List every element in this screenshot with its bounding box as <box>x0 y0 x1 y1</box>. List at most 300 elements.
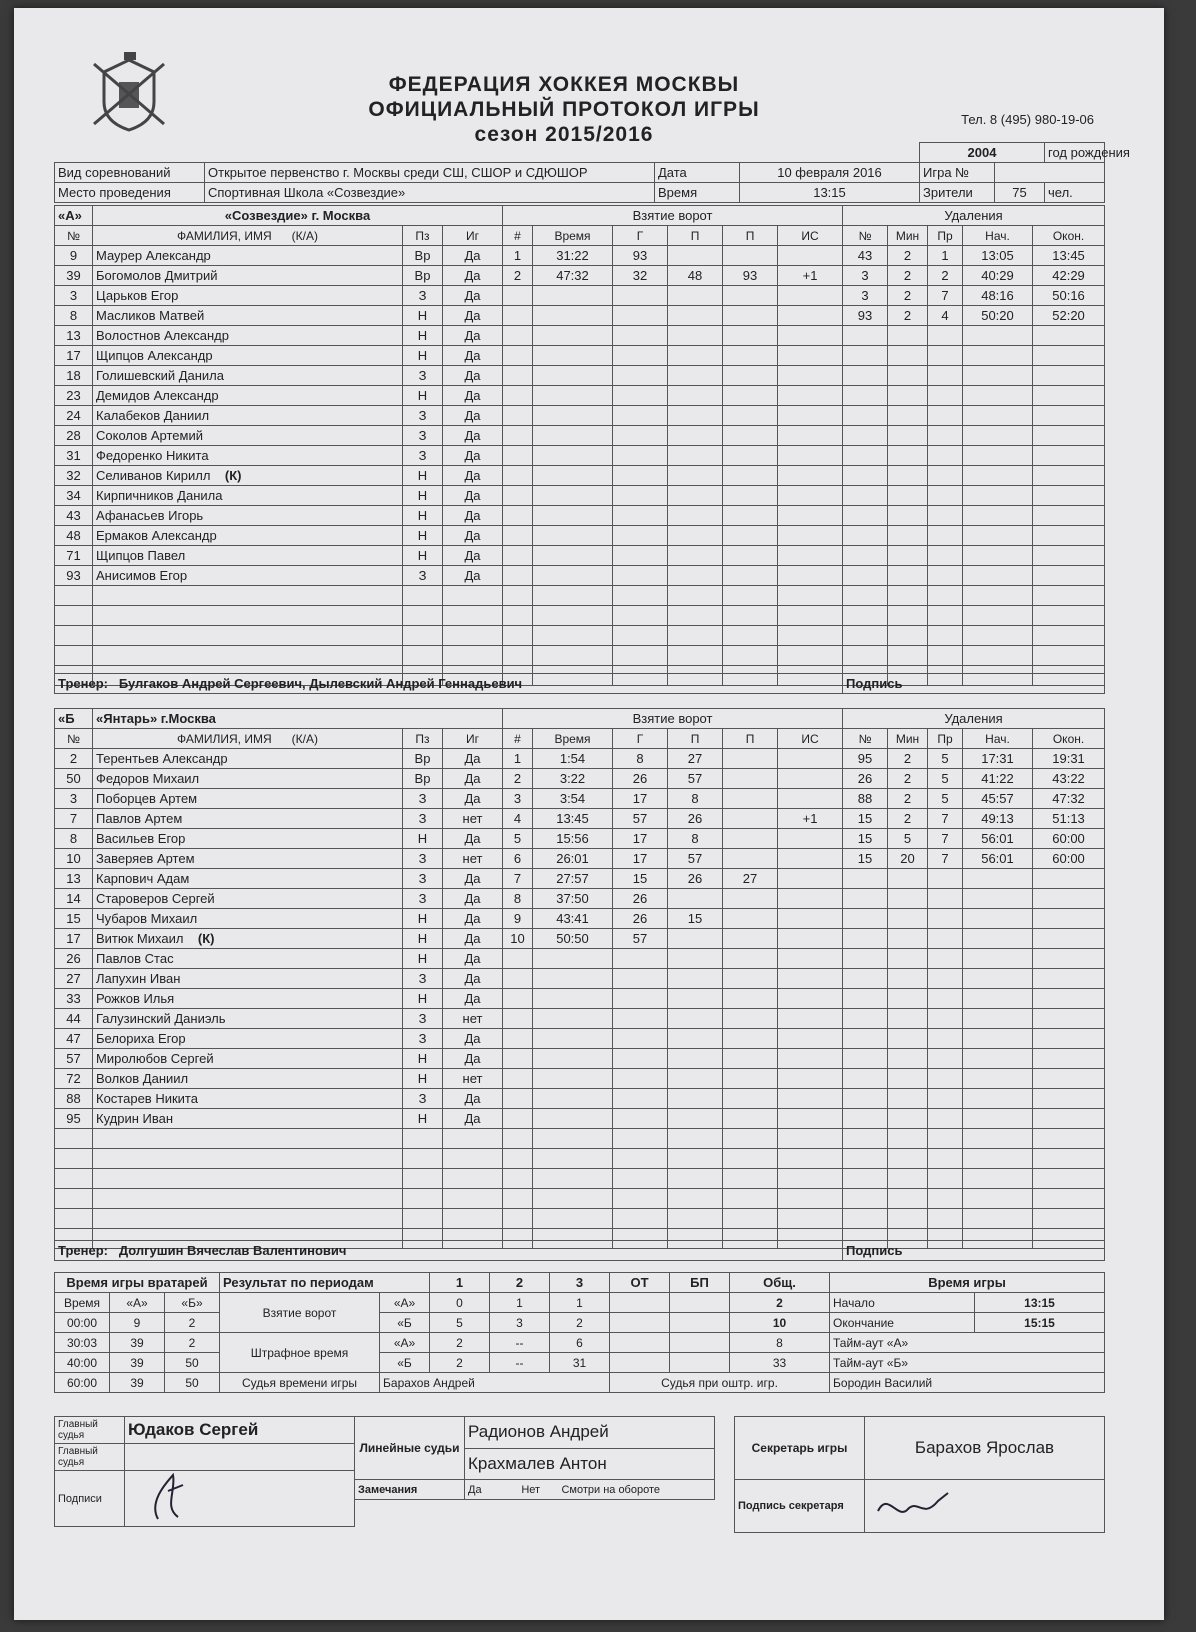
player-position: Н <box>403 346 443 366</box>
table-row <box>843 546 1105 566</box>
empty-cell <box>843 346 888 366</box>
table-row <box>55 326 503 346</box>
captain-mark: (К) <box>197 931 215 946</box>
empty-cell <box>93 1149 403 1169</box>
table-row <box>843 306 1105 326</box>
main-referee-table <box>54 1416 355 1527</box>
table-row <box>503 789 843 809</box>
table-row <box>503 626 843 646</box>
empty-cell <box>668 949 723 969</box>
penalty-no: 88 <box>843 789 888 809</box>
empty-cell <box>928 606 963 626</box>
goal-p1: 27 <box>668 749 723 769</box>
goal-col: П <box>723 226 778 246</box>
game-info-table <box>54 142 1130 203</box>
period-cell: -- <box>490 1333 550 1353</box>
penalty-judge-label: Судья при оштр. игр. <box>610 1373 830 1393</box>
empty-cell <box>93 1189 403 1209</box>
period-cell <box>610 1353 670 1373</box>
empty-cell <box>668 1089 723 1109</box>
main-ref-label: Главный судья <box>55 1444 125 1471</box>
empty-cell <box>778 366 843 386</box>
empty-cell <box>1033 1189 1105 1209</box>
pen-col: № <box>843 226 888 246</box>
empty-cell <box>928 386 963 406</box>
player-position: З <box>403 426 443 446</box>
empty-cell <box>503 989 533 1009</box>
empty-cell <box>843 949 888 969</box>
table-row <box>843 606 1105 626</box>
table-row <box>55 829 503 849</box>
table-row <box>55 386 503 406</box>
player-name: Костарев Никита <box>96 1091 198 1106</box>
empty-cell <box>778 586 843 606</box>
table-row <box>503 969 843 989</box>
secretary-label: Секретарь игры <box>735 1417 865 1480</box>
goal-p2: 93 <box>723 266 778 286</box>
empty-cell <box>888 326 928 346</box>
empty-cell <box>1033 626 1105 646</box>
table-row <box>55 1089 503 1109</box>
penalty-judge-name: Бородин Василий <box>830 1373 1105 1393</box>
empty-cell <box>723 626 778 646</box>
referee-signature <box>125 1471 355 1527</box>
notes-options <box>465 1480 715 1500</box>
goal-n: 2 <box>503 769 533 789</box>
table-row <box>843 1189 1105 1209</box>
team-a-goals <box>502 205 843 686</box>
player-name-cell <box>93 829 403 849</box>
table-row <box>843 246 1105 266</box>
empty-cell <box>55 626 93 646</box>
player-position: З <box>403 566 443 586</box>
empty-cell <box>843 1189 888 1209</box>
empty-cell <box>723 1069 778 1089</box>
empty-cell <box>533 306 613 326</box>
table-row <box>843 849 1105 869</box>
player-number: 26 <box>55 949 93 969</box>
table-row <box>843 366 1105 386</box>
empty-cell <box>1033 969 1105 989</box>
goals-title: Взятие ворот <box>503 206 843 226</box>
empty-cell <box>503 526 533 546</box>
empty-cell <box>888 1049 928 1069</box>
empty-cell <box>778 1029 843 1049</box>
table-row <box>55 929 503 949</box>
table-row <box>843 506 1105 526</box>
empty-cell <box>928 486 963 506</box>
empty-cell <box>613 1109 668 1129</box>
empty-cell <box>503 366 533 386</box>
player-plays: Да <box>443 1109 503 1129</box>
start-value: 13:15 <box>975 1293 1105 1313</box>
spectators-label: Зрители <box>920 183 995 203</box>
goal-g: 32 <box>613 266 668 286</box>
table-row <box>503 1049 843 1069</box>
empty-cell <box>778 346 843 366</box>
player-name: Щипцов Александр <box>96 348 213 363</box>
player-position: Вр <box>403 266 443 286</box>
birth-year: 2004 <box>920 143 1045 163</box>
team-b-tag: «Б <box>380 1313 430 1333</box>
empty-cell <box>533 566 613 586</box>
empty-cell <box>928 566 963 586</box>
player-position: Н <box>403 306 443 326</box>
goal-is: +1 <box>778 266 843 286</box>
player-plays: Да <box>443 486 503 506</box>
goal-p2 <box>723 829 778 849</box>
table-row <box>843 406 1105 426</box>
period-col: 3 <box>550 1273 610 1293</box>
player-position: Н <box>403 326 443 346</box>
player-plays: Да <box>443 566 503 586</box>
empty-cell <box>963 386 1033 406</box>
team-a-name: «Созвездие» г. Москва <box>93 206 503 226</box>
table-row <box>55 969 503 989</box>
col-plays: Иг <box>443 226 503 246</box>
notes-yes: Да <box>468 1483 482 1496</box>
player-position: З <box>403 446 443 466</box>
table-row <box>843 969 1105 989</box>
empty-cell <box>1033 929 1105 949</box>
empty-cell <box>613 1129 668 1149</box>
penalty-no: 95 <box>843 749 888 769</box>
table-row <box>503 949 843 969</box>
gk-cell: 50 <box>165 1353 220 1373</box>
player-plays: Да <box>443 306 503 326</box>
empty-cell <box>888 386 928 406</box>
timeout-b: Тайм-аут «Б» <box>830 1353 1105 1373</box>
empty-cell <box>963 366 1033 386</box>
player-number: 8 <box>55 306 93 326</box>
time-label: Время <box>655 183 740 203</box>
empty-cell <box>843 426 888 446</box>
empty-cell <box>963 426 1033 446</box>
empty-cell <box>533 626 613 646</box>
player-name-cell <box>93 969 403 989</box>
empty-cell <box>963 949 1033 969</box>
empty-cell <box>888 486 928 506</box>
player-position: Н <box>403 506 443 526</box>
empty-cell <box>503 1049 533 1069</box>
date-label: Дата <box>655 163 740 183</box>
empty-cell <box>533 606 613 626</box>
empty-cell <box>503 1129 533 1149</box>
empty-cell <box>928 326 963 346</box>
empty-cell <box>668 646 723 666</box>
player-name: Белориха Егор <box>96 1031 186 1046</box>
empty-cell <box>723 1089 778 1109</box>
goal-time: 26:01 <box>533 849 613 869</box>
empty-cell <box>1033 949 1105 969</box>
empty-cell <box>888 406 928 426</box>
table-row <box>503 486 843 506</box>
empty-cell <box>1033 1069 1105 1089</box>
player-plays: Да <box>443 346 503 366</box>
player-number: 33 <box>55 989 93 1009</box>
goal-n: 4 <box>503 809 533 829</box>
player-number: 17 <box>55 346 93 366</box>
empty-cell <box>928 1189 963 1209</box>
player-position: Н <box>403 989 443 1009</box>
penalty-pr: 5 <box>928 789 963 809</box>
player-position: Н <box>403 909 443 929</box>
empty-cell <box>613 546 668 566</box>
empty-cell <box>613 426 668 446</box>
table-row <box>503 586 843 606</box>
table-row <box>55 769 503 789</box>
player-name-cell <box>93 526 403 546</box>
player-name: Федоров Михаил <box>96 771 200 786</box>
table-row <box>843 829 1105 849</box>
empty-cell <box>533 286 613 306</box>
player-number: 28 <box>55 426 93 446</box>
empty-cell <box>613 989 668 1009</box>
penalty-end: 52:20 <box>1033 306 1105 326</box>
empty-cell <box>843 606 888 626</box>
goal-g: 93 <box>613 246 668 266</box>
player-position: З <box>403 969 443 989</box>
empty-cell <box>778 1129 843 1149</box>
federation-logo-icon <box>84 52 174 134</box>
gk-col: «Б» <box>165 1293 220 1313</box>
table-row <box>503 566 843 586</box>
empty-cell <box>843 1029 888 1049</box>
empty-cell <box>403 1169 443 1189</box>
team-a-tag: «А» <box>380 1333 430 1353</box>
table-row <box>55 1009 503 1029</box>
start-label: Начало <box>830 1293 975 1313</box>
penalty-pr: 5 <box>928 769 963 789</box>
empty-cell <box>503 1189 533 1209</box>
empty-cell <box>533 1149 613 1169</box>
goal-col: Время <box>533 226 613 246</box>
empty-cell <box>928 446 963 466</box>
player-number: 47 <box>55 1029 93 1049</box>
empty-cell <box>503 486 533 506</box>
penalty-no: 15 <box>843 829 888 849</box>
player-name-cell <box>93 849 403 869</box>
empty-cell <box>613 1069 668 1089</box>
empty-cell <box>723 426 778 446</box>
table-row <box>55 366 503 386</box>
player-name: Маурер Александр <box>96 248 211 263</box>
player-plays: Да <box>443 769 503 789</box>
empty-cell <box>55 586 93 606</box>
table-row <box>55 1049 503 1069</box>
player-number: 3 <box>55 286 93 306</box>
empty-cell <box>888 366 928 386</box>
empty-cell <box>503 969 533 989</box>
empty-cell <box>888 1209 928 1229</box>
period-cell: 31 <box>550 1353 610 1373</box>
player-number: 88 <box>55 1089 93 1109</box>
table-row <box>503 1149 843 1169</box>
empty-cell <box>723 526 778 546</box>
empty-cell <box>888 506 928 526</box>
empty-cell <box>843 506 888 526</box>
empty-cell <box>613 286 668 306</box>
player-name-cell <box>93 789 403 809</box>
player-number: 13 <box>55 869 93 889</box>
empty-cell <box>1033 486 1105 506</box>
table-row <box>843 646 1105 666</box>
player-plays: Да <box>443 749 503 769</box>
player-number: 44 <box>55 1009 93 1029</box>
spectators-value: 75 <box>995 183 1045 203</box>
period-cell: -- <box>490 1353 550 1373</box>
table-row <box>503 646 843 666</box>
empty-cell <box>963 1149 1033 1169</box>
table-row <box>55 606 503 626</box>
table-row <box>843 909 1105 929</box>
team-a-coach-row <box>54 673 1105 694</box>
goal-p2 <box>723 849 778 869</box>
team-a-sign-label: Подпись <box>843 674 1105 694</box>
empty-cell <box>503 446 533 466</box>
officials-section <box>54 1416 1104 1536</box>
empty-cell <box>778 286 843 306</box>
gk-cell: 60:00 <box>55 1373 110 1393</box>
goal-p1 <box>668 889 723 909</box>
player-number: 13 <box>55 326 93 346</box>
table-row <box>55 526 503 546</box>
player-name: Рожков Илья <box>96 991 175 1006</box>
period-total: 10 <box>730 1313 830 1333</box>
player-plays: Да <box>443 829 503 849</box>
table-row <box>503 1069 843 1089</box>
empty-cell <box>533 506 613 526</box>
player-position: Н <box>403 1109 443 1129</box>
empty-cell <box>888 1189 928 1209</box>
empty-cell <box>503 306 533 326</box>
goal-col: Время <box>533 729 613 749</box>
empty-cell <box>668 286 723 306</box>
gk-time-title: Время игры вратарей <box>55 1273 220 1293</box>
player-position: З <box>403 889 443 909</box>
goal-time: 43:41 <box>533 909 613 929</box>
team-b-name: «Янтарь» г.Москва <box>93 709 503 729</box>
empty-cell <box>613 1089 668 1109</box>
table-row <box>843 626 1105 646</box>
team-a-penalties <box>842 205 1105 686</box>
gk-cell: 30:03 <box>55 1333 110 1353</box>
player-position: Н <box>403 949 443 969</box>
penalty-pr: 7 <box>928 849 963 869</box>
gk-cell: 50 <box>165 1373 220 1393</box>
empty-cell <box>403 1209 443 1229</box>
empty-cell <box>778 526 843 546</box>
player-number: 10 <box>55 849 93 869</box>
player-plays: Да <box>443 889 503 909</box>
penalty-no: 3 <box>843 286 888 306</box>
player-number: 23 <box>55 386 93 406</box>
penalty-pr: 7 <box>928 829 963 849</box>
empty-cell <box>668 1209 723 1229</box>
empty-cell <box>93 586 403 606</box>
player-position: Н <box>403 386 443 406</box>
linesman-2: Крахмалев Антон <box>465 1448 715 1480</box>
player-plays: нет <box>443 1009 503 1029</box>
player-plays: Да <box>443 789 503 809</box>
signatures-label: Подписи <box>55 1471 125 1527</box>
empty-cell <box>928 1109 963 1129</box>
empty-cell <box>778 969 843 989</box>
empty-cell <box>1033 1089 1105 1109</box>
empty-cell <box>613 606 668 626</box>
empty-cell <box>963 1129 1033 1149</box>
empty-cell <box>1033 426 1105 446</box>
player-position: З <box>403 1089 443 1109</box>
period-col: БП <box>670 1273 730 1293</box>
player-position: Н <box>403 929 443 949</box>
coach-label: Тренер: <box>58 1243 108 1258</box>
goal-is <box>778 829 843 849</box>
empty-cell <box>888 566 928 586</box>
linesman-1: Радионов Андрей <box>465 1417 715 1449</box>
player-name-cell <box>93 929 403 949</box>
empty-cell <box>503 949 533 969</box>
empty-cell <box>963 526 1033 546</box>
penalty-pr: 4 <box>928 306 963 326</box>
empty-cell <box>403 606 443 626</box>
title-line: ФЕДЕРАЦИЯ ХОККЕЯ МОСКВЫ <box>388 73 740 96</box>
periods-title: Результат по периодам <box>220 1273 430 1293</box>
goal-is <box>778 929 843 949</box>
penalty-end: 42:29 <box>1033 266 1105 286</box>
empty-cell <box>778 426 843 446</box>
pen-col: Мин <box>888 729 928 749</box>
player-name: Царьков Егор <box>96 288 179 303</box>
title-line: сезон 2015/2016 <box>474 123 654 146</box>
penalty-min: 2 <box>888 306 928 326</box>
empty-cell <box>963 406 1033 426</box>
table-row <box>55 909 503 929</box>
empty-cell <box>1033 1149 1105 1169</box>
empty-cell <box>503 1149 533 1169</box>
empty-cell <box>533 1009 613 1029</box>
empty-cell <box>963 626 1033 646</box>
player-name-cell <box>93 1069 403 1089</box>
table-row <box>843 789 1105 809</box>
goal-col: П <box>723 729 778 749</box>
empty-cell <box>723 1129 778 1149</box>
empty-cell <box>1033 1049 1105 1069</box>
goal-time: 15:56 <box>533 829 613 849</box>
player-position: З <box>403 789 443 809</box>
player-number: 9 <box>55 246 93 266</box>
empty-cell <box>723 346 778 366</box>
empty-cell <box>533 1129 613 1149</box>
empty-cell <box>778 1089 843 1109</box>
empty-cell <box>888 1149 928 1169</box>
penalty-start: 13:05 <box>963 246 1033 266</box>
goal-p2 <box>723 929 778 949</box>
empty-cell <box>443 646 503 666</box>
player-number: 17 <box>55 929 93 949</box>
goal-is <box>778 889 843 909</box>
table-row <box>55 1029 503 1049</box>
empty-cell <box>928 426 963 446</box>
empty-cell <box>503 646 533 666</box>
signature-icon <box>128 1471 208 1523</box>
empty-cell <box>843 566 888 586</box>
player-name: Васильев Егор <box>96 831 186 846</box>
player-name: Калабеков Даниил <box>96 408 210 423</box>
table-row <box>843 486 1105 506</box>
empty-cell <box>843 386 888 406</box>
goal-p2 <box>723 789 778 809</box>
